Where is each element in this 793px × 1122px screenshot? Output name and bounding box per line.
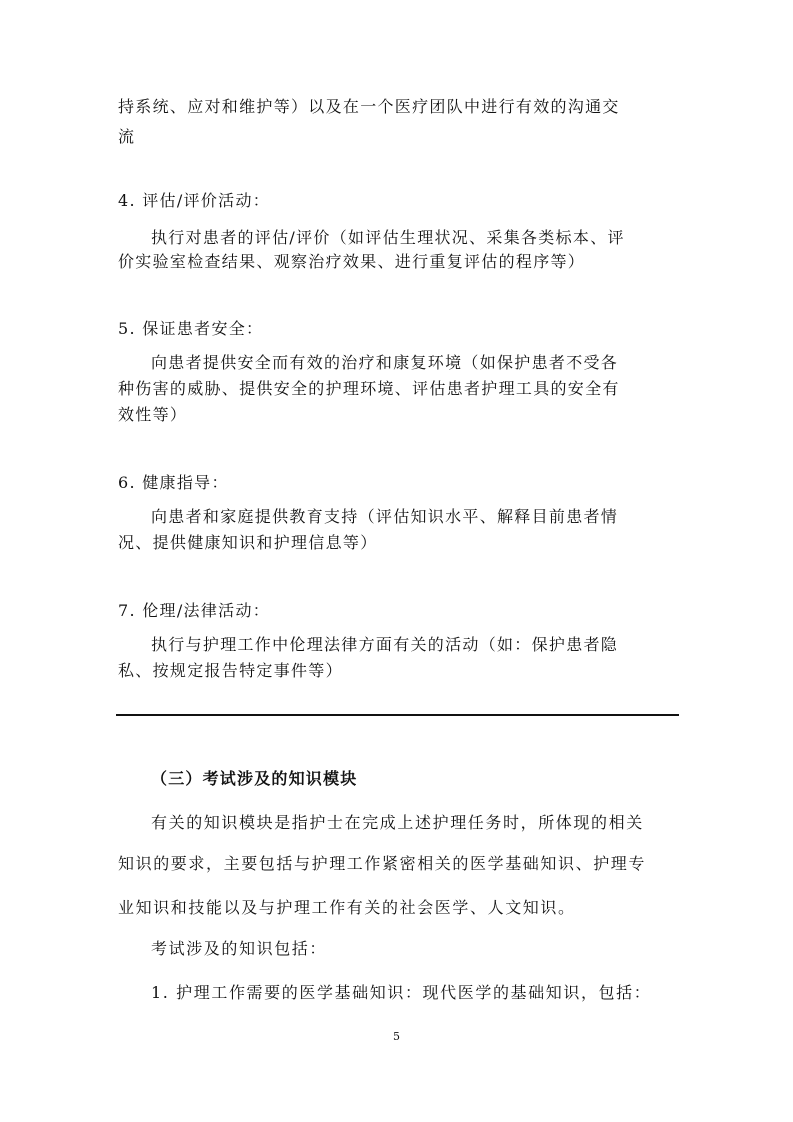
- module-paragraph-line: 业知识和技能以及与护理工作有关的社会医学、人文知识。: [118, 898, 576, 917]
- section-text-line: 况、提供健康知识和护理信息等）: [118, 533, 378, 552]
- module-paragraph-line: 知识的要求，主要包括与护理工作紧密相关的医学基础知识、护理专: [118, 854, 647, 873]
- section-text-line: 价实验室检查结果、观察治疗效果、进行重复评估的程序等）: [118, 252, 586, 271]
- section-text-line: 向患者和家庭提供教育支持（评估知识水平、解释目前患者情: [151, 507, 619, 526]
- page-number: 5: [393, 1030, 400, 1043]
- exam-includes-text: 考试涉及的知识包括：: [151, 939, 328, 958]
- section-title: 5. 保证患者安全：: [118, 319, 264, 338]
- section-text-line: 执行对患者的评估/评价（如评估生理状况、采集各类标本、评: [151, 228, 625, 247]
- section-text-line: 向患者提供安全而有效的治疗和康复环境（如保护患者不受各: [151, 353, 619, 372]
- section-title: 4. 评估/评价活动：: [118, 191, 271, 210]
- section-title: 6. 健康指导：: [118, 473, 229, 492]
- knowledge-item-1: 1. 护理工作需要的医学基础知识：现代医学的基础知识，包括：: [151, 983, 652, 1002]
- section-title: 7. 伦理/法律活动：: [118, 601, 271, 620]
- section-text-line: 执行与护理工作中伦理法律方面有关的活动（如：保护患者隐: [151, 635, 619, 654]
- horizontal-divider: [116, 714, 679, 716]
- module-paragraph-line: 有关的知识模块是指护士在完成上述护理任务时，所体现的相关: [151, 813, 644, 832]
- intro-line: 持系统、应对和维护等）以及在一个医疗团队中进行有效的沟通交: [118, 97, 620, 116]
- intro-line: 流: [118, 127, 136, 146]
- section-text-line: 效性等）: [118, 405, 188, 424]
- module-heading: （三）考试涉及的知识模块: [151, 769, 358, 788]
- section-text-line: 私、按规定报告特定事件等）: [118, 661, 343, 680]
- section-text-line: 种伤害的威胁、提供安全的护理环境、评估患者护理工具的安全有: [118, 379, 620, 398]
